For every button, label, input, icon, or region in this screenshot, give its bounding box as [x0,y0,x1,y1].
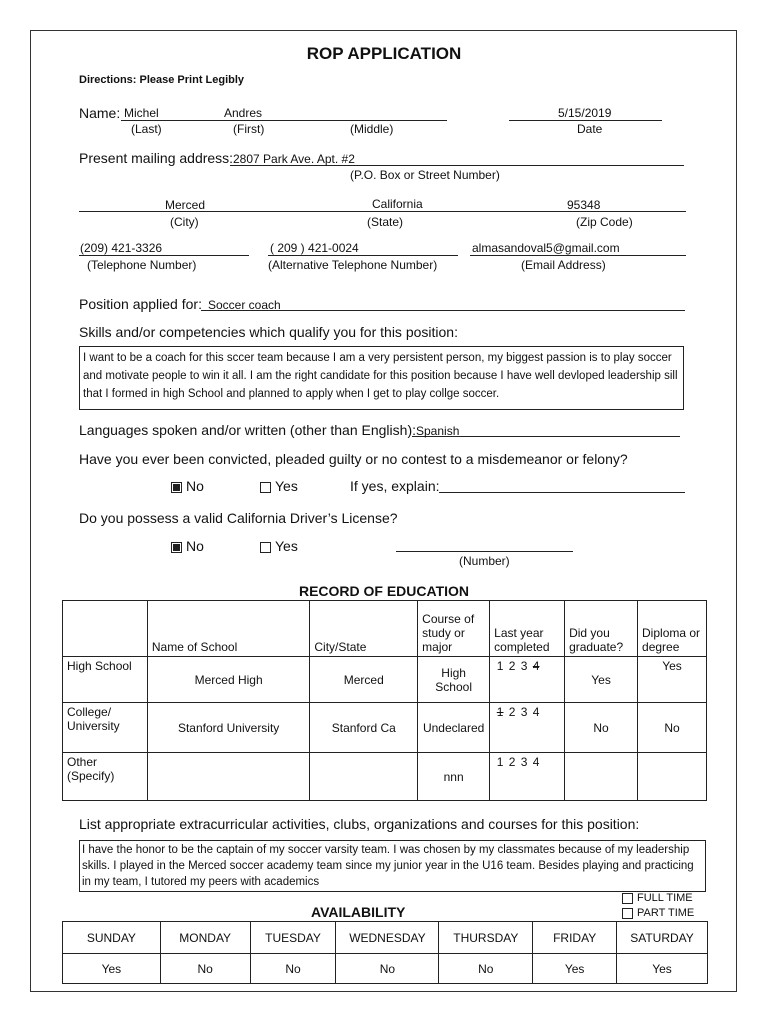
table-row [63,657,707,703]
availability-days-row [63,922,708,954]
row-years[interactable] [490,703,565,753]
convicted-no-label: No [186,478,204,494]
year-2[interactable]: 2 [508,705,516,719]
row-graduate[interactable]: Yes [565,657,638,703]
avail-saturday[interactable]: Yes [617,954,708,984]
date-caption: Date [577,122,603,136]
convicted-yes-option[interactable] [260,478,298,494]
row-type: High School [63,657,148,703]
languages-value[interactable]: Spanish [416,424,460,438]
row-city[interactable] [310,753,418,801]
license-yes-checkbox[interactable] [260,542,271,553]
day-thursday: THURSDAY [439,922,533,954]
avail-thursday[interactable]: No [439,954,533,984]
year-4[interactable]: 4 [532,659,540,673]
convicted-question: Have you ever been convicted, pleaded guilty or no contest to a misdemeanor or felony? [79,451,628,467]
avail-wednesday[interactable]: No [336,954,439,984]
name-line [121,120,447,121]
year-2[interactable]: 2 [508,659,516,673]
row-years[interactable] [490,657,565,703]
license-no-label: No [186,538,204,554]
row-diploma[interactable]: Yes [638,657,707,703]
row-diploma[interactable]: No [638,703,707,753]
education-heading: RECORD OF EDUCATION [298,583,470,599]
header-city: City/State [310,601,418,657]
row-course[interactable]: Undeclared [418,703,490,753]
day-saturday: SATURDAY [617,922,708,954]
convicted-yes-label: Yes [275,478,298,494]
avail-monday[interactable]: No [160,954,250,984]
availability-values-row [63,954,708,984]
education-table [62,600,707,801]
header-graduate: Did you graduate? [565,601,638,657]
table-row [63,703,707,753]
date-value[interactable]: 5/15/2019 [558,106,612,120]
availability-table [62,921,708,984]
header-type [63,601,148,657]
phone-area: (209) [80,241,109,255]
extracurricular-text[interactable]: I have the honor to be the captain of my soccer varsity team. I was chosen by my classmates because of my leadership skills. I played in the Merced soccer academy team since my junior year in the U16 team. Besides playing and practicing in my team, I tutored my peers with academics [79,840,706,892]
year-1[interactable]: 1 [496,659,504,673]
row-course[interactable]: High School [418,657,490,703]
avail-sunday[interactable]: Yes [63,954,161,984]
alt-phone-line [268,255,458,256]
convicted-no-checkbox[interactable] [171,482,182,493]
last-caption: (Last) [131,122,162,136]
year-1[interactable]: 1 [496,705,504,719]
part-time-checkbox[interactable] [622,908,633,919]
row-school[interactable]: Merced High [147,657,310,703]
city-caption: (City) [170,215,199,229]
license-yes-label: Yes [275,538,298,554]
phone-caption: (Telephone Number) [87,258,197,272]
zip-caption: (Zip Code) [576,215,633,229]
row-graduate[interactable]: No [565,703,638,753]
email-caption: (Email Address) [521,258,606,272]
state-caption: (State) [367,215,404,229]
languages-label: Languages spoken and/or written (other than English): [79,422,416,438]
header-school: Name of School [147,601,310,657]
year-2[interactable]: 2 [508,755,516,769]
last-name-value[interactable]: Michel [124,106,159,120]
header-diploma: Diploma or degree [638,601,707,657]
education-header-row [63,601,707,657]
extracurricular-label: List appropriate extracurricular activities, clubs, organizations and courses for this position: [79,816,640,832]
license-number-caption: (Number) [459,554,510,568]
header-course: Course of study or major [418,601,490,657]
license-no-option[interactable] [171,538,204,554]
row-diploma[interactable] [638,753,707,801]
zip-value[interactable]: 95348 [567,198,601,212]
address-label: Present mailing address: [79,150,234,166]
year-3[interactable]: 3 [520,659,528,673]
avail-tuesday[interactable]: No [250,954,336,984]
phone-line [79,255,249,256]
year-1[interactable]: 1 [496,755,504,769]
phone-number: 421-3326 [111,241,163,255]
year-3[interactable]: 3 [520,705,528,719]
state-value[interactable]: California [372,197,423,211]
explain-label: If yes, explain: [350,478,440,494]
year-4[interactable]: 4 [532,705,540,719]
street-value[interactable]: 2807 Park Ave. Apt. #2 [233,152,355,166]
row-school[interactable] [147,753,310,801]
row-graduate[interactable] [565,753,638,801]
row-course[interactable]: nnn [418,753,490,801]
day-wednesday: WEDNESDAY [336,922,439,954]
convicted-no-option[interactable] [171,478,204,494]
day-friday: FRIDAY [533,922,617,954]
city-value[interactable]: Merced [165,198,206,212]
email-line [470,255,686,256]
name-label: Name: [79,105,121,121]
year-3[interactable]: 3 [520,755,528,769]
explain-line [439,492,685,493]
license-yes-option[interactable] [260,538,298,554]
license-question: Do you possess a valid California Driver’s License? [79,510,398,526]
alt-phone-value[interactable]: ( 209 ) 421-0024 [270,241,359,255]
row-type: College/ University [63,703,148,753]
full-time-option[interactable] [622,892,693,904]
table-row [63,753,707,801]
year-4[interactable]: 4 [532,755,540,769]
skills-label: Skills and/or competencies which qualify you for this position: [79,324,458,340]
header-last-year: Last year completed [490,601,565,657]
row-city[interactable]: Merced [310,657,418,703]
part-time-label: PART TIME [637,907,695,919]
street-caption: (P.O. Box or Street Number) [350,168,500,182]
full-time-label: FULL TIME [637,892,693,904]
part-time-option[interactable] [622,907,694,919]
convicted-yes-checkbox[interactable] [260,482,271,493]
day-tuesday: TUESDAY [250,922,336,954]
phone-area-value[interactable] [80,241,162,255]
form-title: ROP APPLICATION [306,44,462,63]
position-value[interactable]: Soccer coach [208,298,281,312]
avail-friday[interactable]: Yes [533,954,617,984]
day-sunday: SUNDAY [63,922,161,954]
date-line [509,120,662,121]
first-name-value[interactable]: Andres [224,106,263,120]
row-years[interactable] [490,753,565,801]
position-label: Position applied for: [79,296,202,312]
row-type: Other (Specify) [63,753,148,801]
full-time-checkbox[interactable] [622,893,633,904]
license-number-line [396,551,573,552]
availability-heading: AVAILABILITY [311,904,406,920]
alt-phone-caption: (Alternative Telephone Number) [268,258,438,272]
first-caption: (First) [233,122,265,136]
skills-text[interactable]: I want to be a coach for this sccer team because I am a very persistent person, my biggest passion is to play soccer and motivate people to win it all. I am the right candidate for this position because I have well devloped leadership sill that I formed in high School and planned to apply when I get to play collge soccer. [79,346,684,410]
row-city[interactable]: Stanford Ca [310,703,418,753]
middle-caption: (Middle) [350,122,394,136]
row-school[interactable]: Stanford University [147,703,310,753]
day-monday: MONDAY [160,922,250,954]
license-no-checkbox[interactable] [171,542,182,553]
email-value[interactable]: almasandoval5@gmail.com [472,241,620,255]
directions: Directions: Please Print Legibly [79,74,245,86]
